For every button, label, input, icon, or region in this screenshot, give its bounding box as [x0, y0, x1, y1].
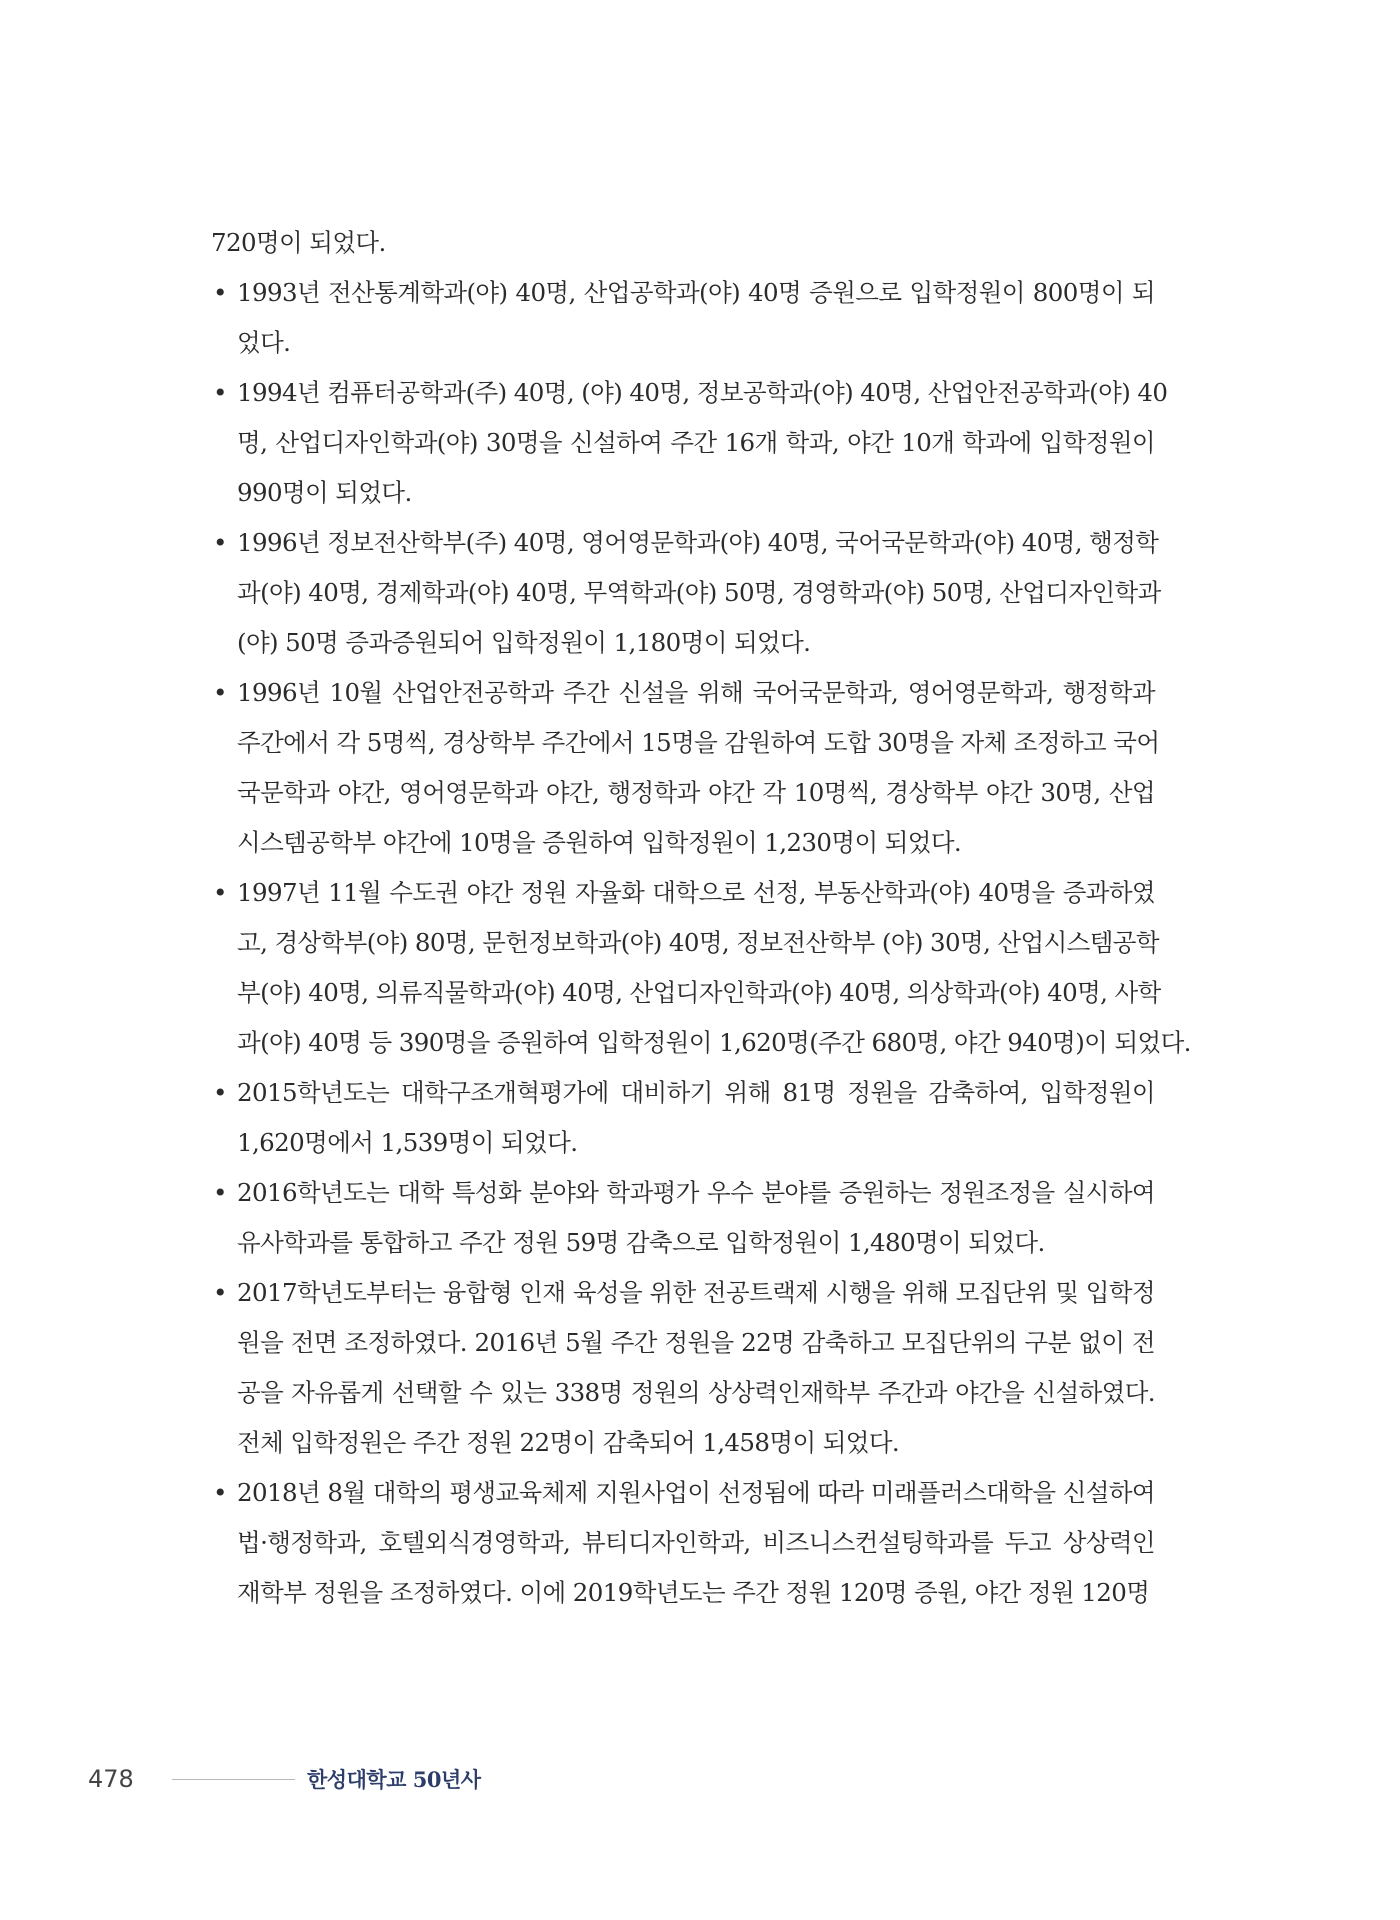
text-line	[211, 818, 1155, 868]
body-text	[211, 218, 1191, 1618]
line-text: 원을 전면 조정하였다. 2016년 5월 주간 정원을 22명 감축하고 모집단위의 구분 없이 전	[237, 1328, 1155, 1357]
text-line	[211, 918, 1159, 968]
bullet-item	[211, 1068, 1155, 1168]
line-text: (야) 50명 증과증원되어 입학정원이 1,180명이 되었다.	[237, 628, 811, 657]
page-number: 478	[88, 1765, 134, 1793]
text-line	[211, 1468, 1155, 1518]
text-line	[211, 1568, 1155, 1618]
line-text: 990명이 되었다.	[237, 478, 412, 507]
text-line	[211, 1518, 1155, 1568]
text-line	[211, 768, 1155, 818]
bullet-icon: •	[213, 378, 227, 407]
line-text: 고, 경상학부(야) 80명, 문헌정보학과(야) 40명, 정보전산학부 (야) 30명, 산업시스템공학	[237, 928, 1159, 957]
bullet-item	[211, 668, 1160, 868]
text-line	[211, 1018, 1191, 1068]
line-text: 2018년 8월 대학의 평생교육체제 지원사업이 선정됨에 따라 미래플러스대학을 신설하여	[237, 1478, 1155, 1507]
line-text: 1993년 전산통계학과(야) 40명, 산업공학과(야) 40명 증원으로 입학정원이 800명이 되	[237, 278, 1155, 307]
bullet-icon: •	[213, 878, 227, 907]
bullet-icon: •	[213, 278, 227, 307]
bullet-icon: •	[213, 678, 227, 707]
text-line	[211, 268, 1155, 318]
bullet-item	[211, 1168, 1155, 1268]
text-line	[211, 518, 1159, 568]
text-line	[211, 568, 1161, 618]
line-text: 1997년 11월 수도권 야간 정원 자율화 대학으로 선정, 부동산학과(야) 40명을 증과하였	[237, 878, 1155, 907]
text-line	[211, 218, 1155, 268]
line-text: 2016학년도는 대학 특성화 분야와 학과평가 우수 분야를 증원하는 정원조정을 실시하여	[237, 1178, 1155, 1207]
line-text: 공을 자유롭게 선택할 수 있는 338명 정원의 상상력인재학부 주간과 야간을 신설하였다.	[237, 1378, 1155, 1407]
bullet-item	[211, 868, 1191, 1068]
bullet-icon: •	[213, 1478, 227, 1507]
line-text: 부(야) 40명, 의류직물학과(야) 40명, 산업디자인학과(야) 40명, 의상학과(야) 40명, 사학	[237, 978, 1161, 1007]
line-text: 1994년 컴퓨터공학과(주) 40명, (야) 40명, 정보공학과(야) 40명, 산업안전공학과(야) 40	[237, 378, 1168, 407]
bullet-item	[211, 1268, 1155, 1468]
text-line	[211, 1418, 1155, 1468]
text-line	[211, 1368, 1155, 1418]
text-line	[211, 1168, 1155, 1218]
bullet-icon: •	[213, 1078, 227, 1107]
text-line	[211, 668, 1155, 718]
text-line	[211, 368, 1168, 418]
text-line	[211, 868, 1155, 918]
bullet-item	[211, 518, 1161, 668]
bullet-icon: •	[213, 1178, 227, 1207]
text-line	[211, 318, 1155, 368]
text-line	[211, 968, 1161, 1018]
line-text: 주간에서 각 5명씩, 경상학부 주간에서 15명을 감원하여 도합 30명을 자체 조정하고 국어	[237, 728, 1160, 757]
text-line	[211, 718, 1160, 768]
text-line	[211, 1118, 1155, 1168]
page-footer	[88, 1759, 481, 1799]
line-text: 명, 산업디자인학과(야) 30명을 신설하여 주간 16개 학과, 야간 10개 학과에 입학정원이	[237, 428, 1155, 457]
line-text: 1996년 정보전산학부(주) 40명, 영어영문학과(야) 40명, 국어국문학과(야) 40명, 행정학	[237, 528, 1159, 557]
footer-divider	[172, 1779, 295, 1780]
bullet-icon: •	[213, 1278, 227, 1307]
line-text: 2017학년도부터는 융합형 인재 육성을 위한 전공트랙제 시행을 위해 모집단위 및 입학정	[237, 1278, 1155, 1307]
line-text: 720명이 되었다.	[211, 228, 386, 257]
line-text: 1996년 10월 산업안전공학과 주간 신설을 위해 국어국문학과, 영어영문학과, 행정학과	[237, 678, 1155, 707]
bullet-item	[211, 368, 1168, 518]
line-text: 재학부 정원을 조정하였다. 이에 2019학년도는 주간 정원 120명 증원, 야간 정원 120명	[237, 1578, 1150, 1607]
paragraph	[211, 218, 1155, 268]
line-text: 과(야) 40명, 경제학과(야) 40명, 무역학과(야) 50명, 경영학과(야) 50명, 산업디자인학과	[237, 578, 1161, 607]
line-text: 시스템공학부 야간에 10명을 증원하여 입학정원이 1,230명이 되었다.	[237, 828, 962, 857]
line-text: 전체 입학정원은 주간 정원 22명이 감축되어 1,458명이 되었다.	[237, 1428, 900, 1457]
line-text: 었다.	[237, 328, 291, 357]
text-line	[211, 618, 1155, 668]
line-text: 1,620명에서 1,539명이 되었다.	[237, 1128, 578, 1157]
text-line	[211, 418, 1155, 468]
book-title: 한성대학교 50년사	[307, 1767, 481, 1792]
text-line	[211, 468, 1155, 518]
line-text: 과(야) 40명 등 390명을 증원하여 입학정원이 1,620명(주간 680명, 야간 940명)이 되었다.	[237, 1028, 1191, 1057]
line-text: 2015학년도는 대학구조개혁평가에 대비하기 위해 81명 정원을 감축하여, 입학정원이	[237, 1078, 1155, 1107]
bullet-item	[211, 1468, 1155, 1618]
line-text: 법·행정학과, 호텔외식경영학과, 뷰티디자인학과, 비즈니스컨설팅학과를 두고 상상력인	[237, 1528, 1155, 1557]
text-line	[211, 1068, 1155, 1118]
text-line	[211, 1218, 1155, 1268]
bullet-icon: •	[213, 528, 227, 557]
line-text: 유사학과를 통합하고 주간 정원 59명 감축으로 입학정원이 1,480명이 되었다.	[237, 1228, 1045, 1257]
text-line	[211, 1268, 1155, 1318]
text-line	[211, 1318, 1155, 1368]
bullet-item	[211, 268, 1155, 368]
line-text: 국문학과 야간, 영어영문학과 야간, 행정학과 야간 각 10명씩, 경상학부 야간 30명, 산업	[237, 778, 1155, 807]
